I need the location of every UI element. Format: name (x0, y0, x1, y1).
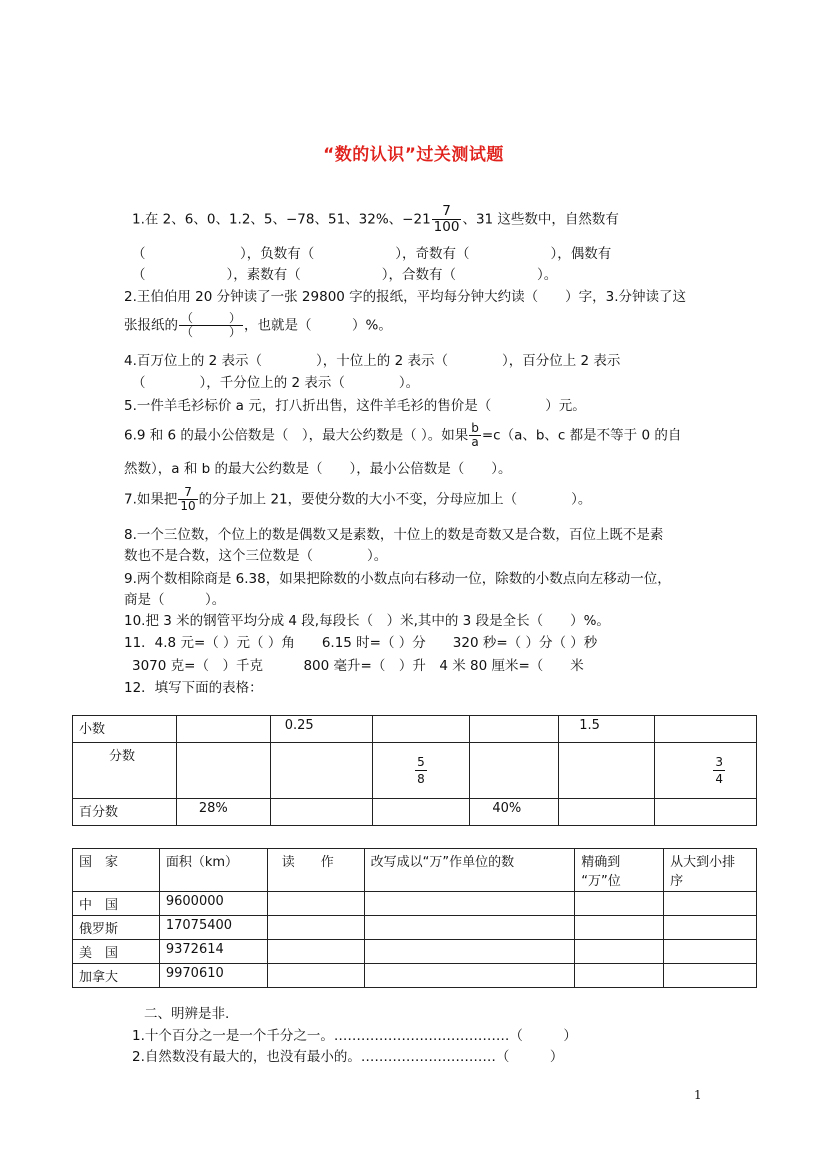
column-header: 改写成以“万”作单位的数 (364, 849, 575, 892)
page-number: 1 (694, 1088, 702, 1102)
question-1-line-3: （ ），素数有（ ），合数有（ ）。 (132, 267, 558, 283)
fraction-b-a: $\frac{b}{a}$ (471, 421, 479, 449)
section-2-item-1: 1.十个百分之一是一个千分之一。…………………………………（ ） (132, 1028, 577, 1044)
question-1-line-2: （ ），负数有（ ），奇数有（ ），偶数有 (132, 246, 612, 262)
table-row (73, 799, 757, 826)
question-11-line-1: 11．4.8 元=（ ）元（ ）角 6.15 时=（ ）分 320 秒=（ ）分（ ）秒 (124, 635, 598, 651)
column-header: 精确到 “万”位 (575, 849, 664, 892)
question-9-line-1: 9.两个数相除商是 6.38，如果把除数的小数点向右移动一位，除数的小数点向左移动一位， (124, 571, 671, 587)
table-row (73, 940, 757, 964)
country-name: 美 国 (73, 940, 160, 964)
question-9-line-2: 商是（ ）。 (124, 592, 226, 608)
question-8-line-1: 8.一个三位数，个位上的数是偶数又是素数，十位上的数是奇数又是合数，百位上既不是素 (124, 527, 664, 543)
country-area: 9970610 (159, 964, 267, 988)
country-area: 17075400 (159, 916, 267, 940)
country-name: 中 国 (73, 892, 160, 916)
table-row (73, 716, 757, 743)
table-row (73, 964, 757, 988)
table-row (73, 892, 757, 916)
question-6-line-1: 6.9 和 6 的最小公倍数是（ ），最大公约数是（ ）。如果 $\frac{b}{a}$ =c（a、b、c 都是不等于 0 的自 (124, 421, 682, 449)
row-label-fraction: 分数 (73, 743, 177, 799)
row-label-percent: 百分数 (73, 799, 177, 826)
fraction-5-8: $\frac{5}{8}$ (417, 755, 425, 786)
country-area: 9600000 (159, 892, 267, 916)
country-name: 加拿大 (73, 964, 160, 988)
question-1-line-1 (132, 204, 619, 235)
table-row (73, 743, 757, 799)
question-7: 7.如果把 $\frac{7}{10}$ 的分子加上 21，要使分数的大小不变，分母应加上（ ）。 (124, 485, 592, 513)
question-1-text-a: 1.在 2、6、0、1.2、5、−78、51、32%、−21 (132, 211, 431, 228)
decimal-fraction-percent-table (72, 715, 757, 826)
fraction-3-4: $\frac{3}{4}$ (715, 755, 723, 786)
question-12: 12．填写下面的表格： (124, 680, 263, 696)
country-name: 俄罗斯 (73, 916, 160, 940)
section-2-heading: 二、明辨是非. (144, 1006, 230, 1022)
fraction-blank: $\frac{( )}{( )}$ (181, 311, 242, 339)
table-row (73, 916, 757, 940)
question-2-line-2: 张报纸的 $\frac{( )}{( )}$ ，也就是（ ）%。 (124, 311, 392, 339)
cell-percent: 28% (176, 799, 270, 826)
section-2-item-2: 2.自然数没有最大的，也没有最小的。…………………………（ ） (132, 1049, 564, 1065)
cell-decimal: 0.25 (270, 716, 372, 743)
question-2-line-1: 2.王伯伯用 20 分钟读了一张 29800 字的报纸，平均每分钟大约读（ ）字，3.分钟读了这 (124, 289, 687, 305)
question-5: 5.一件羊毛衫标价 a 元，打八折出售，这件羊毛衫的售价是（ ）元。 (124, 398, 586, 414)
question-11-line-2: 3070 克=（ ）千克 800 毫升=（ ）升 4 米 80 厘米=（ 米 (132, 658, 584, 674)
column-header: 面积（km） (159, 849, 267, 892)
column-header: 读 作 (267, 849, 364, 892)
fraction-7-100: $\frac{7}{100}$ (433, 203, 460, 235)
question-4-line-1: 4.百万位上的 2 表示（ ），十位上的 2 表示（ ），百分位上 2 表示 (124, 353, 621, 369)
cell-percent: 40% (470, 799, 559, 826)
fraction-7-10: $\frac{7}{10}$ (180, 485, 196, 513)
table-header-row (73, 849, 757, 892)
question-4-line-2: （ ），千分位上的 2 表示（ ）。 (132, 375, 420, 391)
country-area: 9372614 (159, 940, 267, 964)
question-8-line-2: 数也不是合数，这个三位数是（ ）。 (124, 548, 388, 564)
column-header: 从大到小排 序 (664, 849, 757, 892)
column-header: 国 家 (73, 849, 160, 892)
page-title: “数的认识”过关测试题 (323, 145, 504, 165)
question-10: 10.把 3 米的钢管平均分成 4 段,每段长（ ）米,其中的 3 段是全长（ ）%。 (124, 613, 610, 629)
cell-decimal: 1.5 (559, 716, 655, 743)
country-area-table (72, 848, 757, 988)
question-6-line-2: 然数），a 和 b 的最大公约数是（ ），最小公倍数是（ ）。 (124, 461, 512, 477)
row-label-decimal: 小数 (73, 716, 177, 743)
question-1-text-b: 、31 这些数中，自然数有 (462, 211, 619, 228)
